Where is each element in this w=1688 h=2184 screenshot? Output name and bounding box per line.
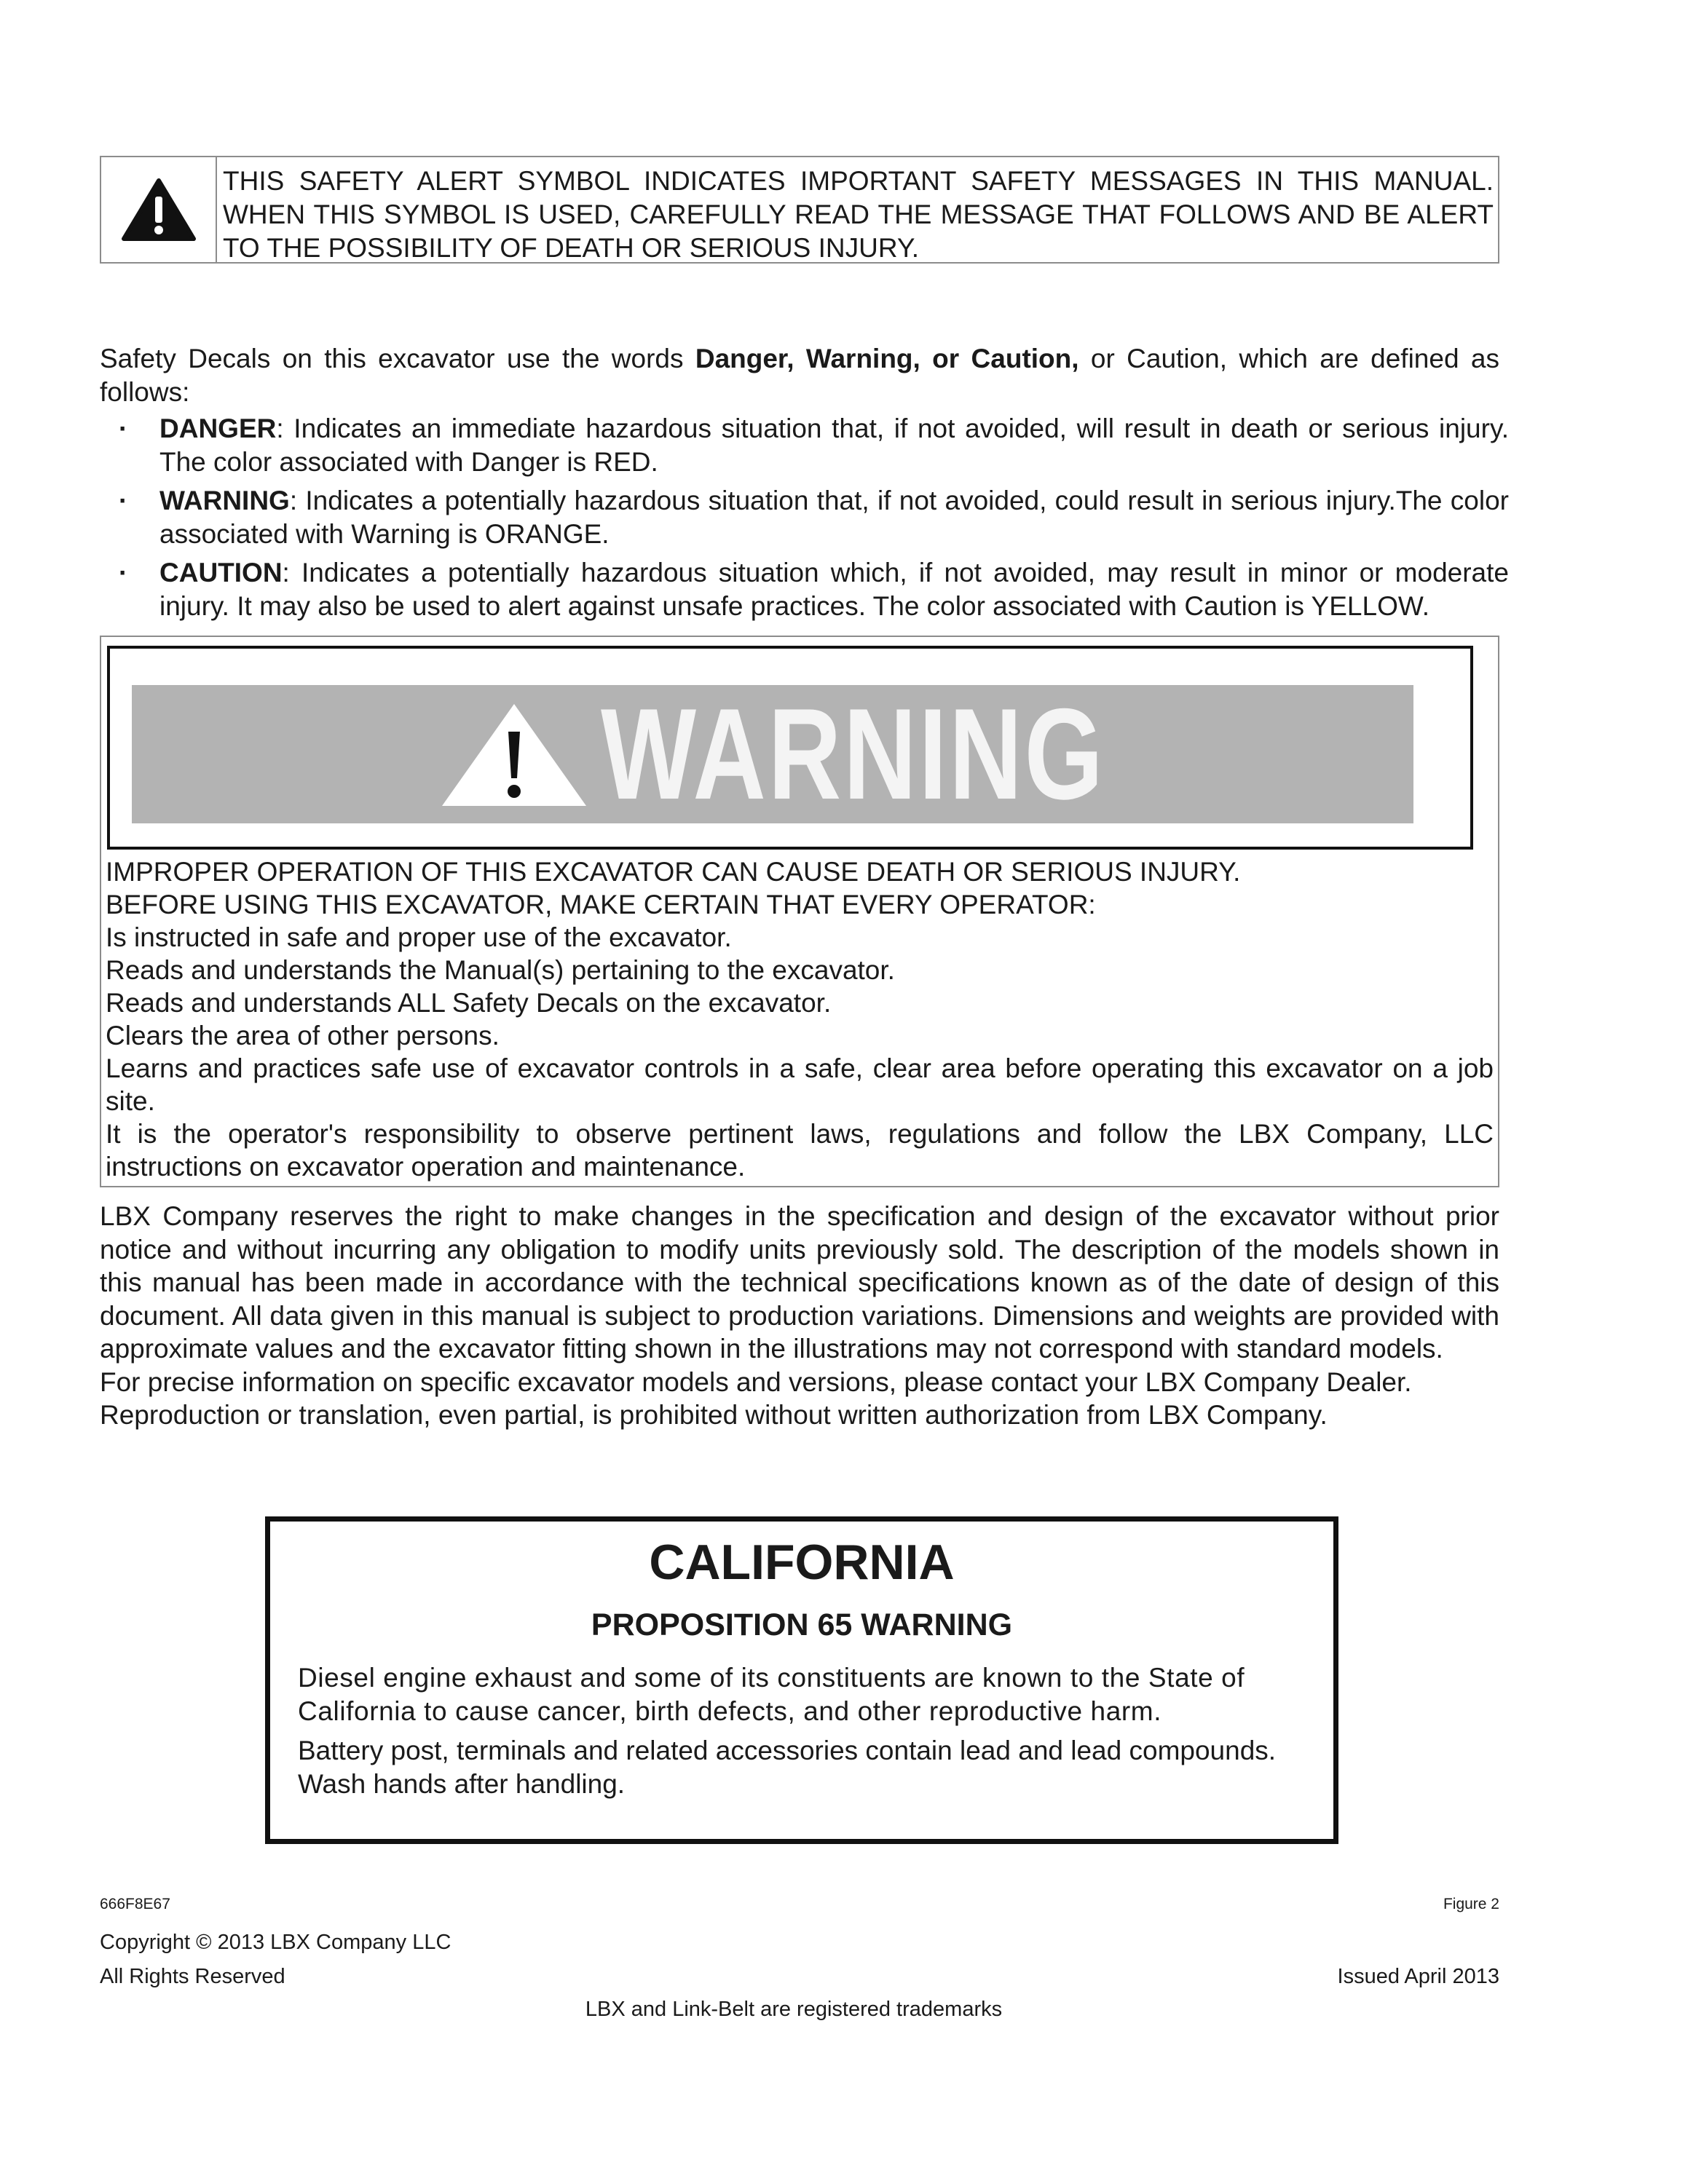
notice-paragraph: For precise information on specific excavator models and versions, please contact your LBX Company Dealer. [100, 1366, 1412, 1397]
intro-text-before: Safety Decals on this excavator use the words [100, 344, 695, 373]
intro-signal-words: Danger, Warning, or Caution, [695, 344, 1079, 373]
prop65-warning-box [265, 1516, 1338, 1844]
figure-label: Figure 2 [1443, 1896, 1499, 1912]
signal-word-definitions [100, 412, 1509, 628]
safety-alert-text: THIS SAFETY ALERT SYMBOL INDICATES IMPORTANT SAFETY MESSAGES IN THIS MANUAL. WHEN THIS SYMBOL IS USED, CAREFULLY READ THE MESSAGE THAT FOLLOWS AND BE ALERT TO THE POSSIBILITY OF DEATH OR SERIOUS INJURY. [223, 166, 1494, 263]
warning-line: Clears the area of other persons. [106, 1021, 500, 1051]
definition-warning [100, 484, 1509, 551]
document-code: 666F8E67 [100, 1896, 170, 1912]
warning-decal-box [100, 636, 1499, 1187]
definition-text: : Indicates a potentially hazardous situation which, if not avoided, may result in minor or moderate injury. It may also be used to alert against unsafe practices. The color associated with Caution is YELLOW. [159, 558, 1509, 621]
warning-decal-text [106, 855, 1494, 1183]
bullet: · [119, 414, 128, 443]
warning-line: Reads and understands the Manual(s) pertaining to the excavator. [106, 955, 895, 985]
warning-line: Learns and practices safe use of excavator controls in a safe, clear area before operating this excavator on a job site. [106, 1053, 1494, 1116]
copyright: Copyright © 2013 LBX Company LLC [100, 1931, 451, 1954]
prop65-subtitle: PROPOSITION 65 WARNING [591, 1607, 1013, 1642]
definition-term: WARNING [159, 486, 290, 515]
definition-text: : Indicates a potentially hazardous situation that, if not avoided, could result in serious injury.The color associated with Warning is ORANGE. [159, 486, 1509, 549]
intro-paragraph [100, 342, 1499, 409]
definition-caution [100, 556, 1509, 623]
definition-term: CAUTION [159, 558, 283, 587]
prop65-paragraph: Battery post, terminals and related accessories contain lead and lead compounds. Wash hands after handling. [298, 1736, 1277, 1799]
warning-triangle-icon [121, 178, 197, 242]
prop65-title: CALIFORNIA [649, 1535, 955, 1590]
issue-date: Issued April 2013 [1337, 1965, 1499, 1988]
bullet: · [119, 486, 128, 515]
notice-paragraph: Reproduction or translation, even partial, is prohibited without written authorization from LBX Company. [100, 1400, 1328, 1430]
warning-line: It is the operator's responsibility to observe pertinent laws, regulations and follow the LBX Company, LLC instructions on excavator operation and maintenance. [106, 1119, 1494, 1182]
definition-term: DANGER [159, 414, 277, 443]
definition-danger [100, 412, 1509, 479]
warning-line: Is instructed in safe and proper use of the excavator. [106, 922, 732, 952]
bullet: · [119, 558, 128, 587]
intro-text-after: or Caution, which are defined as follows: [100, 344, 1499, 407]
alert-icon-cell [101, 157, 217, 262]
notice-paragraph: LBX Company reserves the right to make changes in the specification and design of the excavator without prior notice and without incurring any obligation to modify units previously sold. The description of the models shown in this manual has been made in accordance with the technical specifications known as of the date of design of this document. All data given in this manual is subject to production variations. Dimensions and weights are provided with approximate values and the excavator fitting shown in the illustrations may not correspond with standard models. [100, 1201, 1499, 1364]
warning-decal [107, 646, 1473, 850]
definition-text: : Indicates an immediate hazardous situation that, if not avoided, will result in death or serious injury. The color associated with Danger is RED. [159, 414, 1509, 477]
warning-line: IMPROPER OPERATION OF THIS EXCAVATOR CAN CAUSE DEATH OR SERIOUS INJURY. [106, 857, 1241, 887]
warning-word: WARNING [601, 681, 1105, 826]
trademark-notice: LBX and Link-Belt are registered trademarks [585, 1998, 1003, 2021]
warning-exclamation-icon [438, 700, 591, 809]
safety-alert-box [100, 156, 1499, 264]
rights-reserved: All Rights Reserved [100, 1965, 285, 1988]
warning-line: BEFORE USING THIS EXCAVATOR, MAKE CERTAIN THAT EVERY OPERATOR: [106, 890, 1096, 919]
prop65-paragraph: Diesel engine exhaust and some of its constituents are known to the State of California to cause cancer, birth defects, and other reproductive harm. [298, 1663, 1245, 1726]
warning-line: Reads and understands ALL Safety Decals on the excavator. [106, 988, 832, 1018]
warning-banner [132, 681, 1413, 826]
company-notice [100, 1200, 1499, 1432]
